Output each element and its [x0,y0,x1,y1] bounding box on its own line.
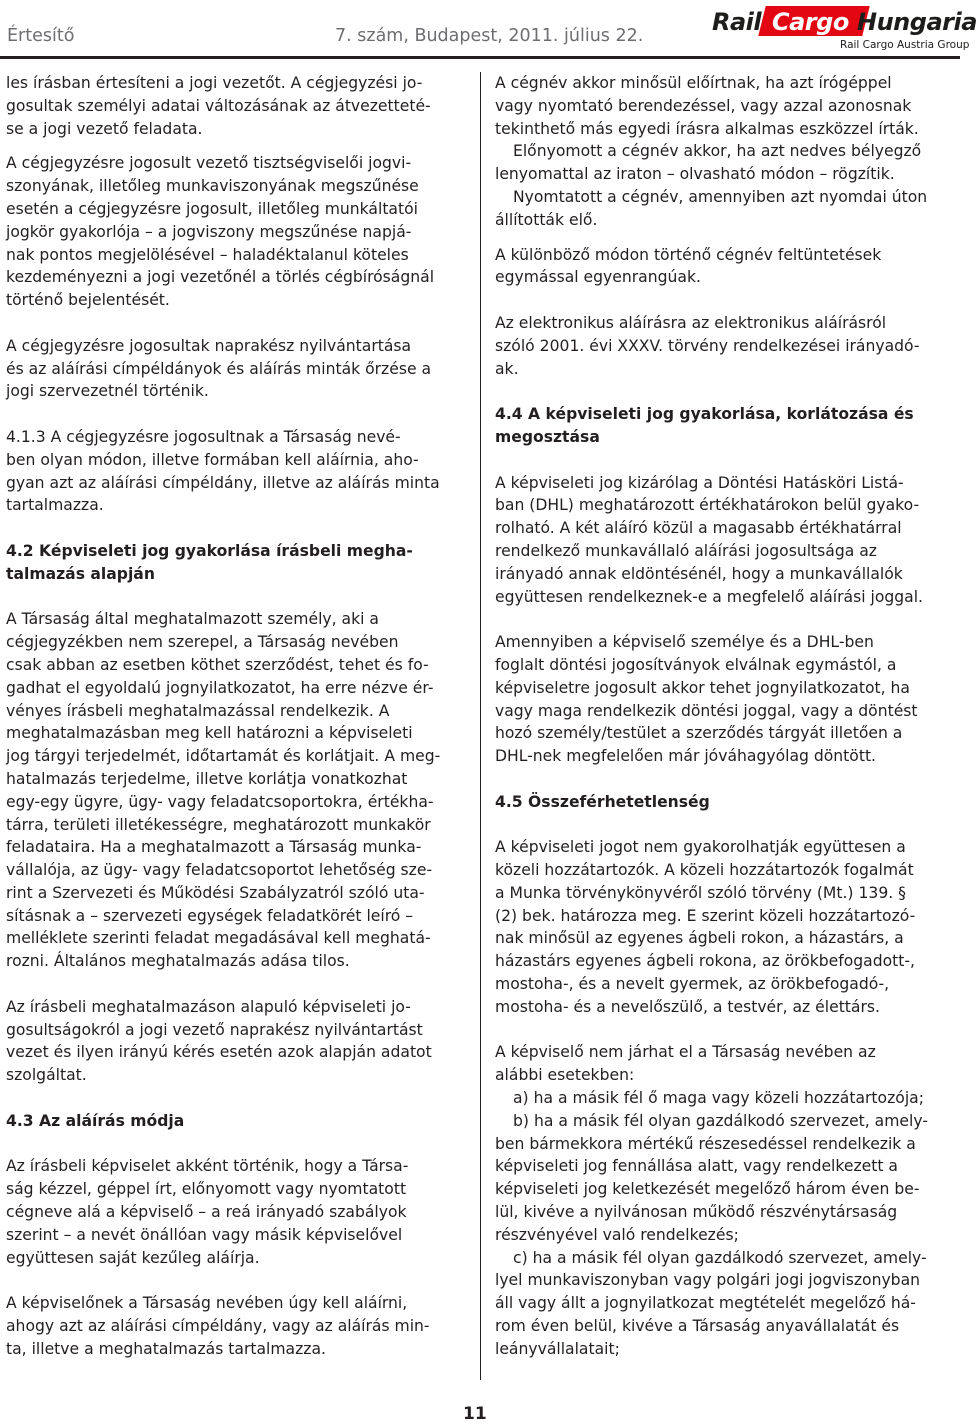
page-header [0,0,977,60]
list-item: a) ha a másik fél ő maga vagy közeli hozzátartozója; [513,1089,924,1108]
column-divider [480,72,481,1380]
rail-cargo-hungaria-logo [712,4,977,54]
paragraph: A cégnév akkor minősül előírtnak, ha azt írógéppel vagy nyomtató berendezéssel, vagy azzal azonosnak tekinthető más egyedi írásra alkalmas eszközzel írták. [495,74,919,138]
paragraph: A cégjegyzésre jogosult vezető tisztségviselői jogvi- szonyának, illetőleg munkaviszonyának megszűnése esetén a cégjegyzésre jogosult, illetőleg munkáltatói jogkör gyakorlója – a jogviszony megszűnése napjá- nak pontos megjelölésével – haladéktalanul köteles kezdeményezni a jogi vezetőnél a törlés cégbíróságnál történő bejelentését. [6,154,435,310]
paragraph: les írásban értesíteni a jogi vezetőt. A cégjegyzési jo- gosultak személyi adatai változásának az átvezetteté- se a jogi vezető feladata. [6,74,431,138]
section-heading-4-2: 4.2 Képviseleti jog gyakorlása írásbeli megha- talmazás alapján [6,541,413,583]
paragraph: A Társaság által meghatalmazott személy, aki a cégjegyzékben nem szerepel, a Társaság nevében csak abban az esetben köthet szerződést, tehet és fo- gadhat el egyoldalú jognyilatkozatot, ha erre nézve ér- vényes írásbeli meghatalmazással rendelkezik. A meghatalmazásban meg kell határozni a képviseleti jog tárgyi terjedelmét, időtartamát és korlátjait. A meg- hatalmazás terjedelme, illetve korlátja vonatkozhat egy-egy ügyre, ügy- vagy feladatcsoportokra, értékha- tárra, területi illetékességre, meghatározott munkakör feladataira. Ha a meghatalmazott a Társaság munka- vállalója, az ügy- vagy feladatcsoportot lehetőség sze- rint a Szervezeti és Működési Szabályzatról szóló uta- sításnak a – szervezeti egységek feladatkörét leíró – melléklete szerinti feladat megadásával kell meghatá- rozni. Általános meghatalmazás adása tilos. [6,610,441,971]
paragraph: Amennyiben a képviselő személye és a DHL-ben foglalt döntési jogosítványok elválnak egymástól, a képviseletre jogosult akkor tehet jognyilatkozatot, ha vagy maga rendelkezik döntési joggal, vagy a döntést hozó személy/testület a szerződés tárgyát illetően a DHL-nek megfelelően már jóváhagyólag döntött. [495,633,918,766]
right-column [495,72,957,1361]
left-column [6,72,466,1361]
paragraph: Az elektronikus aláírásra az elektronikus aláírásról szóló 2001. évi XXXV. törvény rendelkezései irányadó- ak. [495,313,920,378]
paragraph: Az írásbeli meghatalmazáson alapuló képviseleti jo- gosultságokról a jogi vezető naprakész nyilvántartást vezet és ilyen irányú kérés esetén azok alapján adatot szolgáltat. [6,997,432,1085]
section-heading-4-4: 4.4 A képviseleti jog gyakorlása, korlátozása és megosztása [495,405,914,446]
logo-rail-text: Rail [712,8,762,36]
paragraph: A képviseleti jogot nem gyakorolhatják együttesen a közeli hozzátartozók. A közeli hozzátartozók fogalmát a Munka törvénykönyvéről szóló törvény (Mt.) 139. § (2) bek. határozza meg. E szerint közeli hozzátartozó- nak minősül az egyenes ágbeli rokon, a házastárs, a házastárs egyenes ágbeli rokona, az örökbefogadott-, mostoha-, és a nevelt gyermek, az örökbefogadó-, mostoha- és a nevelőszülő, a testvér, az élettárs. [495,838,916,1016]
paragraph: Az írásbeli képviselet akként történik, hogy a Társa- ság kézzel, géppel írt, előnyomott vagy nyomtatott cégneve alá a képviselő – a reá irányadó szabályok szerint – a nevét önállóan vagy másik képviselővel együttesen saját kezűleg aláírja. [6,1157,409,1267]
page-number: 11 [463,1404,487,1424]
publication-title: Értesítő [7,26,75,46]
paragraph: A különböző módon történő cégnév feltüntetések egymással egyenrangúak. [495,245,882,287]
paragraph: A képviselő nem járhat el a Társaság nevében az alábbi esetekben: [495,1043,876,1085]
paragraph: Nyomtatott a cégnév, amennyiben azt nyomdai úton állították elő. [495,187,928,229]
issue-info: 7. szám, Budapest, 2011. július 22. [335,26,644,46]
logo-hungaria-text: Hungaria [857,8,977,36]
list-item: c) ha a másik fél olyan gazdálkodó szervezet, amely- lyel munkaviszonyban vagy polgári jogi jogviszonyban áll vagy állt a jognyilatkozat megtételét megelőző há- rom éven belül, kivéve a Társaság anyavállalatát és leányvállalatait; [495,1248,927,1358]
header-rule [0,56,960,59]
logo-cargo-text: Cargo [772,8,849,36]
list-item: b) ha a másik fél olyan gazdálkodó szervezet, amely- ben bármekkora mértékű részesedéssel rendelkezik a képviseleti jog fennállása alatt, vagy rendelkezett a képviseleti jog keletkezését megelőző három éven be- lül, kivéve a nyilvánosan működő részvénytársaság részvényével való rendelkezés; [495,1111,928,1244]
section-heading-4-3: 4.3 Az aláírás módja [6,1111,185,1130]
paragraph: A cégjegyzésre jogosultak naprakész nyilvántartása és az aláírási címpéldányok és aláírás minták őrzése a jogi szervezetnél történik. [6,336,432,401]
paragraph: 4.1.3 A cégjegyzésre jogosultnak a Társaság nevé- ben olyan módon, illetve formában kell aláírnia, aho- gyan azt az aláírási címpéldány, illetve az aláírás minta tartalmazza. [6,427,440,515]
paragraph: A képviselőnek a Társaság nevében úgy kell aláírni, ahogy azt az aláírási címpéldány, vagy az aláírás min- ta, illetve a meghatalmazás tartalmazza. [6,1294,430,1358]
paragraph: Előnyomott a cégnév akkor, ha azt nedves bélyegző lenyomattal az iraton – olvasható módon – rögzítik. [495,142,922,184]
paragraph: A képviseleti jog kizárólag a Döntési Hatásköri Listá- ban (DHL) meghatározott értékhatárokon belül gyako- rolható. A két aláíró közül a magasabb értékhatárral rendelkező munkavállaló aláírási jogosultsága az irányadó annak eldöntésénél, hogy a munkavállalók együttesen rendelkeznek-e a megfelelő aláírási joggal. [495,473,923,606]
logo-group-text: Rail Cargo Austria Group [840,39,970,51]
section-heading-4-5: 4.5 Összeférhetetlenség [495,792,710,811]
